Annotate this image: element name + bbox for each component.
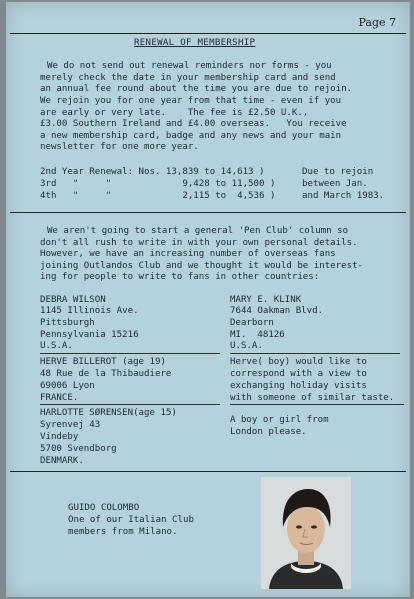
newsletter-page: Page 7 RENEWAL OF MEMBERSHIP We do not send out renewal reminders nor forms - you merely check the date in your membership card and send an annual fee round about the time you are due to rejoin. We rejoin you for one year from that time - even if you are early or very late. The fee is £2.50 U.K., £3.00 Southern Ireland and £4.00 overseas. You receive a new membership card, badge and any news and your main newsletter for one more year. 2nd Year Renewal: Nos. 13,839 to 14,613 ) 3rd " " 9,428 to 11,500 ) 4th " " 2,115 to 4,536 ) Due to rejoin between Jan. and March 1983. We aren't going to start a general 'Pen Club' column so don't all rush to write in with your own personal details. However, we have an increasing number of overseas fans joining Outlandos Club and we thought it would be interest- ing for people to write to fans in other countries: DEBRA WILSON 1145 Illinois Ave. Pittsburgh Pennsylvania 15216 U.S.A. MARY E. KLINK 7644 Oakman Blvd. Dearborn MI. 48126 U.S.A. HERVE BILLEROT (age 19) 48 Rue de la Thibaudiere 69006 Lyon FRANCE. Herve( boy) would like to correspond with a view to exchanging holiday visits with someone of similar taste. HARLOTTE SØRENSEN(age 15) Syrenvej 43 Vindeby 5700 Svendborg DENMARK. A boy or girl from London please. GUIDO COLOMBO One of our Italian Club members from Milano.	[6, 2, 410, 597]
section-title-renewal: RENEWAL OF MEMBERSHIP	[134, 38, 256, 48]
page-number: Page 7	[358, 16, 396, 29]
contact-divider	[230, 353, 400, 354]
contact-divider	[40, 353, 220, 354]
member-photo	[261, 477, 351, 589]
top-rule	[10, 33, 406, 34]
portrait-image	[261, 477, 351, 589]
contact-divider	[230, 404, 404, 405]
contact-divider	[40, 404, 220, 405]
section-rule-1	[10, 212, 406, 213]
section-rule-2	[10, 471, 406, 472]
